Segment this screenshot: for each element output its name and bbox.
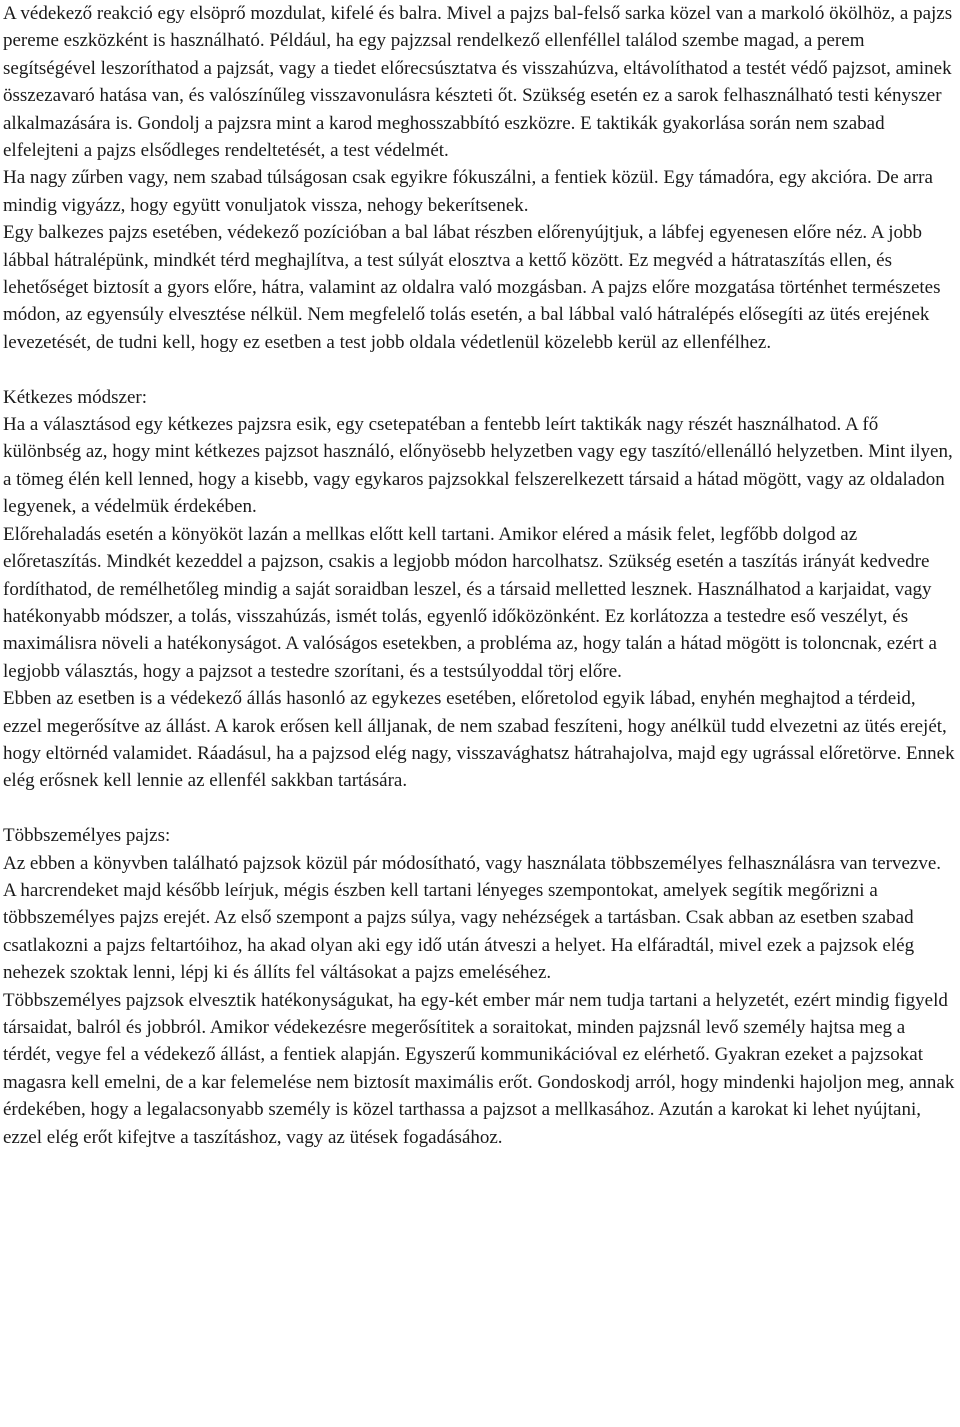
- heading-two-handed: Kétkezes módszer:: [3, 386, 148, 408]
- heading-multi-person: Többszemélyes pajzs:: [3, 825, 171, 847]
- paragraph-multi-person-intro: Az ebben a könyvben található pajzsok közül pár módosítható, vagy használata többszemélyes felhasználásra van tervezve. A harcrendeket majd később leírjuk, mégis észben kell tartani lényeges szempontokat, amelyek segítik megőrizni a többszemélyes pajzs erejét. Az első szempont a pajzs súlya, vagy nehézségek a tartásban. Csak abban az esetben szabad csatlakozni a pajzs feltartóihoz, ha akad olyan aki egy idő után átveszi a helyet. Ha elfáradtál, mivel ezek a pajzsok elég nehezek szoktak lenni, lépj ki és állíts fel váltásokat a pajzs emeléséhez.: [3, 852, 942, 984]
- paragraph-two-handed-intro: Ha a választásod egy kétkezes pajzsra esik, egy csetepatéban a fentebb leírt taktikák nagy részét használhatod. A fő különbség az, hogy mint kétkezes pajzsot használó, előnyösebb helyzetben vagy egy taszító/ellenálló helyzetben. Mint ilyen, a tömeg élén kell lenned, hogy a kisebb, vagy egykaros pajzsokkal felszerelkezett társaid a hátad mögött, vagy az oldaladon legyenek, a védelmük érdekében.: [3, 414, 953, 518]
- paragraph-defensive-stance: Ebben az esetben is a védekező állás hasonló az egykezes esetében, előretolod egyik lábad, enyhén meghajtod a térdeid, ezzel megerősítve az állást. A karok erősen kell álljanak, de nem szabad feszíteni, hogy anélkül tudd elvezetni az ütés erejét, hogy eltörnéd valamidet. Ráadásul, ha a pajzsod elég nagy, visszavághatsz hátrahajolva, majd egy ugrással előretörve. Ennek elég erősnek kell lennie az ellenfél sakkban tartására.: [3, 688, 955, 792]
- section-spacer: [3, 795, 957, 822]
- paragraph-crowd-focus: Ha nagy zűrben vagy, nem szabad túlságosan csak egyikre fókuszálni, a fentiek közül. Egy támadóra, egy akcióra. De arra mindig vigyázz, hogy együtt vonuljatok vissza, nehogy bekerítsenek.: [3, 167, 933, 216]
- paragraph-shield-edge: A védekező reakció egy elsöprő mozdulat, kifelé és balra. Mivel a pajzs bal-felső sarka közel van a markoló ökölhöz, a pajzs pereme eszközként is használható. Például, ha egy pajzzsal rendelkező ellenféllel találod szembe magad, a perem segítségével leszoríthatod a pajzsát, vagy a tiedet előrecsúsztatva és visszahúzva, eltávolíthatod a testét védő pajzsot, aminek összezavaró hatása van, és valószínűleg visszavonulásra készteti őt. Szükség esetén ez a sarok felhasználható testi kényszer alkalmazására is. Gondolj a pajzsra mint a karod meghosszabbító eszközre. E taktikák gyakorlása során nem szabad elfelejteni a pajzs elsődleges rendeltetését, a test védelmét.: [3, 3, 953, 162]
- document-page: [3, 0, 957, 1151]
- paragraph-left-hand-stance: Egy balkezes pajzs esetében, védekező pozícióban a bal lábat részben előrenyújtjuk, a lábfej egyenesen előre néz. A jobb lábbal hátralépünk, mindkét térd meghajlítva, a test súlyát elosztva a kettő között. Ez megvéd a hátrataszítás ellen, és lehetőséget biztosít a gyors előre, hátra, valamint az oldalra való mozgásban. A pajzs előre mozgatása történhet természetes módon, az egyensúly elvesztése nélkül. Nem megfelelő tolás esetén, a bal lábbal való hátralépés elősegíti az ütés erejének levezetését, de tudni kell, hogy ez esetben a test jobb oldala védetlenül közelebb kerül az ellenfélhez.: [3, 222, 941, 353]
- section-spacer: [3, 356, 957, 383]
- paragraph-advance: Előrehaladás esetén a könyököt lazán a mellkas előtt kell tartani. Amikor eléred a másik felet, legfőbb dolgod az előretaszítás. Mindkét kezeddel a pajzson, csakis a legjobb módon harcolhatsz. Szükség esetén a taszítás irányát kedvedre fordíthatod, de remélhetőleg mindig a saját soraidban leszel, és a társaid melletted lesznek. Használhatod a karjaidat, vagy hatékonyabb módszer, a tolás, visszahúzás, ismét tolás, egyenlő időközönként. Ez korlátozza a testedre eső veszélyt, és maximálisra növeli a hatékonyságot. A valóságos esetekben, a probléma az, hogy talán a hátad mögött is toloncnak, ezért a legjobb választás, hogy a pajzsot a testedre szorítani, és a testsúlyoddal törj előre.: [3, 523, 937, 682]
- paragraph-multi-person-effectiveness: Többszemélyes pajzsok elvesztik hatékonyságukat, ha egy-két ember már nem tudja tartani a helyzetét, ezért mindig figyeld társaidat, balról és jobbról. Amikor védekezésre megerősítitek a soraitokat, minden pajzsnál levő személy hajtsa meg a térdét, vegye fel a védekező állást, a fentiek alapján. Egyszerű kommunikációval ez elérhető. Gyakran ezeket a pajzsokat magasra kell emelni, de a kar felemelése nem biztosít maximális erőt. Gondoskodj arról, hogy mindenki hajoljon meg, annak érdekében, hogy a legalacsonyabb személy is közel tarthassa a pajzsot a mellkasához. Azután a karokat ki lehet nyújtani, ezzel elég erőt kifejtve a taszításhoz, vagy az ütések fogadásához.: [3, 989, 955, 1148]
